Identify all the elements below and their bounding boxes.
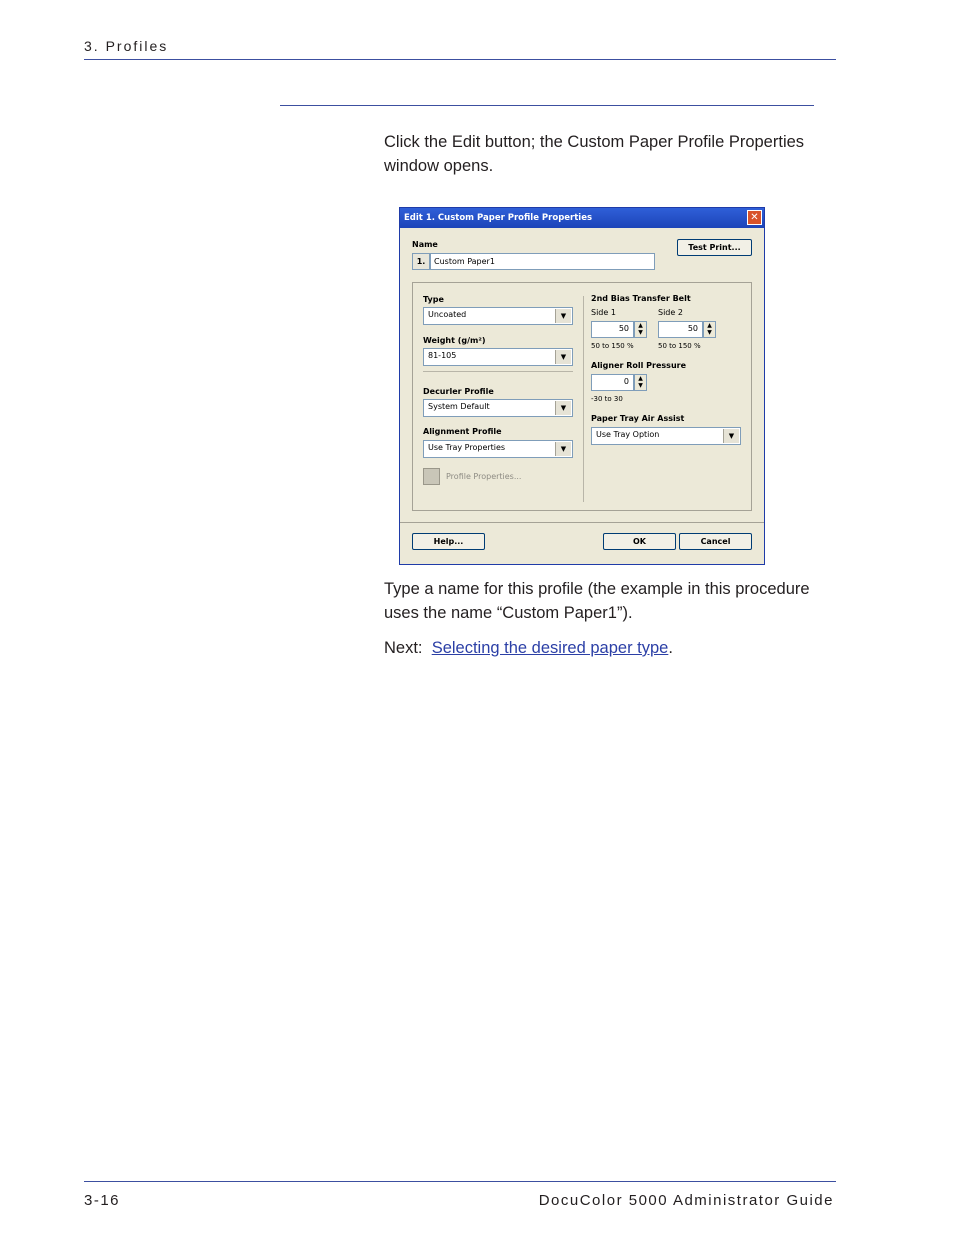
next-link[interactable]: Selecting the desired paper type xyxy=(431,639,669,657)
air-assist-value: Use Tray Option xyxy=(596,430,660,439)
guide-title: DocuColor 5000 Administrator Guide xyxy=(538,1192,834,1209)
alignment-select[interactable] xyxy=(423,440,573,458)
chevron-down-icon[interactable]: ▼ xyxy=(555,442,571,456)
air-assist-label: Paper Tray Air Assist xyxy=(591,414,685,423)
next-period: . xyxy=(668,639,673,657)
footer-rule xyxy=(84,1181,836,1182)
after-text: Type a name for this profile (the example in this procedure uses the name “Custom Paper1”). xyxy=(384,580,810,622)
name-number: 1. xyxy=(412,253,430,270)
decurler-value: System Default xyxy=(428,402,490,411)
alignment-value: Use Tray Properties xyxy=(428,443,506,452)
side2-spinner[interactable] xyxy=(703,321,716,338)
side1-input[interactable] xyxy=(591,321,634,338)
close-icon[interactable]: ✕ xyxy=(747,210,762,225)
aligner-input[interactable] xyxy=(591,374,634,391)
decurler-select[interactable] xyxy=(423,399,573,417)
step-text: Click the Edit button; the Custom Paper Profile Properties window opens. xyxy=(384,133,805,175)
side1-label: Side 1 xyxy=(591,308,616,317)
side2-input[interactable] xyxy=(658,321,703,338)
dialog-title: Edit 1. Custom Paper Profile Properties xyxy=(404,213,593,223)
type-label: Type xyxy=(423,295,444,304)
side2-label: Side 2 xyxy=(658,308,683,317)
button-bar-divider xyxy=(400,522,764,523)
section-rule xyxy=(280,105,814,106)
aligner-value: 0 xyxy=(623,377,629,386)
side2-range: 50 to 150 % xyxy=(658,342,701,350)
aligner-range: -30 to 30 xyxy=(591,395,623,403)
side1-range: 50 to 150 % xyxy=(591,342,634,350)
row-divider xyxy=(423,371,573,372)
down-arrow-icon[interactable]: ▼ xyxy=(638,329,643,336)
aligner-spinner[interactable] xyxy=(634,374,647,391)
header-rule xyxy=(84,59,836,60)
weight-select[interactable] xyxy=(423,348,573,366)
test-print-button[interactable]: Test Print... xyxy=(677,239,752,256)
down-arrow-icon[interactable]: ▼ xyxy=(707,329,712,336)
side1-value: 50 xyxy=(618,324,629,333)
chevron-down-icon[interactable]: ▼ xyxy=(555,309,571,323)
profile-properties-button[interactable]: Profile Properties... xyxy=(446,472,522,481)
type-value: Uncoated xyxy=(428,310,467,319)
dialog-titlebar xyxy=(400,208,764,228)
up-arrow-icon[interactable]: ▲ xyxy=(638,375,643,382)
custom-paper-dialog xyxy=(399,207,765,565)
weight-label: Weight (g/m²) xyxy=(423,336,486,345)
next-label: Next: xyxy=(384,639,423,657)
profile-properties-icon xyxy=(423,468,440,485)
up-arrow-icon[interactable]: ▲ xyxy=(638,322,643,329)
chevron-down-icon[interactable]: ▼ xyxy=(723,429,739,443)
page-number: 3-16 xyxy=(84,1192,121,1209)
ok-button[interactable]: OK xyxy=(603,533,676,550)
aligner-label: Aligner Roll Pressure xyxy=(591,361,687,370)
alignment-label: Alignment Profile xyxy=(423,427,502,436)
chevron-down-icon[interactable]: ▼ xyxy=(555,401,571,415)
bias-label: 2nd Bias Transfer Belt xyxy=(591,294,691,303)
help-button[interactable]: Help... xyxy=(412,533,485,550)
cancel-button[interactable]: Cancel xyxy=(679,533,752,550)
up-arrow-icon[interactable]: ▲ xyxy=(707,322,712,329)
name-label: Name xyxy=(412,240,438,249)
down-arrow-icon[interactable]: ▼ xyxy=(638,382,643,389)
side2-value: 50 xyxy=(687,324,698,333)
chevron-down-icon[interactable]: ▼ xyxy=(555,350,571,364)
weight-value: 81-105 xyxy=(428,351,457,360)
column-divider xyxy=(583,296,584,502)
side1-spinner[interactable] xyxy=(634,321,647,338)
running-header: 3. Profiles xyxy=(84,38,169,54)
name-input[interactable]: Custom Paper1 xyxy=(430,253,655,270)
type-select[interactable] xyxy=(423,307,573,325)
decurler-label: Decurler Profile xyxy=(423,387,494,396)
next-paragraph xyxy=(384,636,834,660)
air-assist-select[interactable] xyxy=(591,427,741,445)
